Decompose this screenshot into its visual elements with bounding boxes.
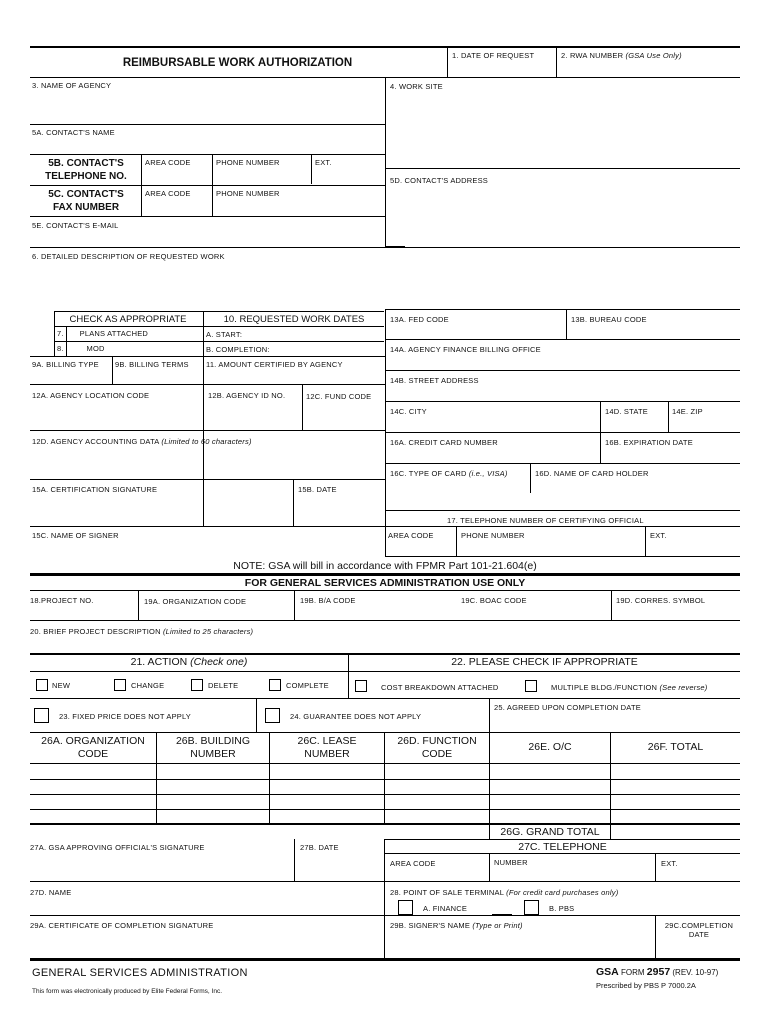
mod-label: 8. MOD bbox=[57, 344, 105, 353]
guarantee-label: 24. GUARANTEE DOES NOT APPLY bbox=[290, 712, 422, 721]
please-check-label: 22. PLEASE CHECK IF APPROPRIATE bbox=[451, 656, 638, 668]
finance-checkbox[interactable] bbox=[398, 900, 413, 915]
completion-date-label: B. COMPLETION: bbox=[206, 345, 270, 354]
contact-email-label: 5E. CONTACT'S E-MAIL bbox=[32, 221, 119, 230]
point-of-sale-label: 28. POINT OF SALE TERMINAL (For credit card purchases only) bbox=[390, 888, 619, 897]
total-header: 26F. TOTAL bbox=[647, 741, 704, 753]
type-of-card-label: 16C. TYPE OF CARD (i.e., VISA) bbox=[390, 469, 508, 478]
grand-total-label: 26G. GRAND TOTAL bbox=[500, 826, 600, 838]
finance-label: A. FINANCE bbox=[423, 904, 468, 913]
phone-number-label: PHONE NUMBER bbox=[216, 158, 280, 167]
certifying-phone-number-label: PHONE NUMBER bbox=[461, 531, 525, 540]
form-number: GSA FORM 2957 (REV. 10-97) bbox=[596, 966, 719, 978]
accounting-data-label: 12D. AGENCY ACCOUNTING DATA (Limited to 60 characters) bbox=[32, 437, 252, 446]
project-no-label: 18.PROJECT NO. bbox=[30, 596, 94, 605]
billing-terms-label: 9B. BILLING TERMS bbox=[115, 360, 189, 369]
building-number-header: 26B. BUILDING NUMBER bbox=[175, 735, 251, 760]
guarantee-checkbox[interactable] bbox=[265, 708, 280, 723]
completion-date-29c-label: 29C.COMPLETION DATE bbox=[664, 921, 734, 939]
fed-code-label: 13A. FED CODE bbox=[390, 315, 449, 324]
area-code-label: AREA CODE bbox=[145, 158, 191, 167]
change-label: CHANGE bbox=[131, 681, 165, 690]
contact-fax-label: 5C. CONTACT'S FAX NUMBER bbox=[48, 189, 124, 213]
agency-finance-billing-office-label: 14A. AGENCY FINANCE BILLING OFFICE bbox=[390, 345, 541, 354]
billing-note: NOTE: GSA will bill in accordance with FPMR Part 101-21.604(e) bbox=[233, 560, 537, 572]
city-label: 14C. CITY bbox=[390, 407, 427, 416]
lease-number-header: 26C. LEASE NUMBER bbox=[297, 735, 357, 760]
oc-header: 26E. O/C bbox=[528, 741, 572, 753]
fax-area-code-label: AREA CODE bbox=[145, 189, 191, 198]
fax-phone-number-label: PHONE NUMBER bbox=[216, 189, 280, 198]
produced-by-note: This form was electronically produced by Elite Federal Forms, Inc. bbox=[32, 988, 223, 995]
new-label: NEW bbox=[52, 681, 71, 690]
multiple-bldg-checkbox[interactable] bbox=[525, 680, 537, 692]
credit-card-number-label: 16A. CREDIT CARD NUMBER bbox=[390, 438, 498, 447]
fund-code-label: 12C. FUND CODE bbox=[306, 392, 372, 401]
certifying-ext-label: EXT. bbox=[650, 531, 667, 540]
start-date-label: A. START: bbox=[206, 330, 243, 339]
amount-certified-label: 11. AMOUNT CERTIFIED BY AGENCY bbox=[206, 360, 343, 369]
27c-area-code-label: AREA CODE bbox=[390, 859, 436, 868]
zip-label: 14E. ZIP bbox=[672, 407, 703, 416]
certification-date-label: 15B. DATE bbox=[298, 485, 337, 494]
agency-footer: GENERAL SERVICES ADMINISTRATION bbox=[32, 967, 248, 979]
certification-signature-label: 15A. CERTIFICATION SIGNATURE bbox=[32, 485, 158, 494]
cost-breakdown-label: COST BREAKDOWN ATTACHED bbox=[381, 683, 499, 692]
requested-work-dates-label: 10. REQUESTED WORK DATES bbox=[223, 314, 365, 325]
approving-date-label: 27B. DATE bbox=[300, 843, 339, 852]
plans-attached-label: 7. PLANS ATTACHED bbox=[57, 329, 149, 338]
pbs-checkbox[interactable] bbox=[524, 900, 539, 915]
fixed-price-checkbox[interactable] bbox=[34, 708, 49, 723]
check-as-appropriate-label: CHECK AS APPROPRIATE bbox=[69, 314, 187, 325]
agency-location-code-label: 12A. AGENCY LOCATION CODE bbox=[32, 391, 150, 400]
state-label: 14D. STATE bbox=[605, 407, 648, 416]
change-checkbox[interactable] bbox=[114, 679, 126, 691]
complete-checkbox[interactable] bbox=[269, 679, 281, 691]
ba-code-label: 19B. B/A CODE bbox=[300, 596, 356, 605]
27c-number-label: NUMBER bbox=[494, 858, 528, 867]
agency-name-label: 3. NAME OF AGENCY bbox=[32, 81, 112, 90]
date-of-request-label: 1. DATE OF REQUEST bbox=[452, 51, 535, 60]
agreed-completion-date-label: 25. AGREED UPON COMPLETION DATE bbox=[494, 703, 641, 712]
boac-code-label: 19C. BOAC CODE bbox=[461, 596, 527, 605]
complete-label: COMPLETE bbox=[286, 681, 329, 690]
street-address-label: 14B. STREET ADDRESS bbox=[390, 376, 479, 385]
org-code-header: 26A. ORGANIZATION CODE bbox=[41, 735, 145, 760]
pbs-label: B. PBS bbox=[549, 904, 575, 913]
delete-checkbox[interactable] bbox=[191, 679, 203, 691]
name-27d-label: 27D. NAME bbox=[30, 888, 72, 897]
completion-signature-label: 29A. CERTIFICATE OF COMPLETION SIGNATURE bbox=[30, 921, 214, 930]
work-site-label: 4. WORK SITE bbox=[390, 82, 443, 91]
rwa-number-label: 2. RWA NUMBER (GSA Use Only) bbox=[561, 51, 682, 60]
corres-symbol-label: 19D. CORRES. SYMBOL bbox=[616, 596, 706, 605]
telephone-27c-label: 27C. TELEPHONE bbox=[518, 841, 607, 853]
form-title: REIMBURSABLE WORK AUTHORIZATION bbox=[122, 57, 353, 69]
function-code-header: 26D. FUNCTION CODE bbox=[397, 735, 477, 760]
bureau-code-label: 13B. BUREAU CODE bbox=[571, 315, 647, 324]
ext-label: EXT. bbox=[315, 158, 332, 167]
work-description-label: 6. DETAILED DESCRIPTION OF REQUESTED WORK bbox=[32, 252, 225, 261]
organization-code-label: 19A. ORGANIZATION CODE bbox=[144, 597, 247, 606]
contact-address-label: 5D. CONTACT'S ADDRESS bbox=[390, 176, 489, 185]
contact-name-label: 5A. CONTACT'S NAME bbox=[32, 128, 115, 137]
delete-label: DELETE bbox=[208, 681, 239, 690]
new-checkbox[interactable] bbox=[36, 679, 48, 691]
27c-ext-label: EXT. bbox=[661, 859, 678, 868]
signers-name-label: 29B. SIGNER'S NAME (Type or Print) bbox=[390, 921, 523, 930]
fixed-price-label: 23. FIXED PRICE DOES NOT APPLY bbox=[59, 712, 192, 721]
cost-breakdown-checkbox[interactable] bbox=[355, 680, 367, 692]
expiration-date-label: 16B. EXPIRATION DATE bbox=[605, 438, 693, 447]
certifying-area-code-label: AREA CODE bbox=[388, 531, 434, 540]
brief-description-label: 20. BRIEF PROJECT DESCRIPTION (Limited to 25 characters) bbox=[30, 627, 254, 636]
contact-telephone-label: 5B. CONTACT'S TELEPHONE NO. bbox=[45, 158, 127, 182]
billing-type-label: 9A. BILLING TYPE bbox=[32, 360, 99, 369]
agency-id-label: 12B. AGENCY ID NO. bbox=[208, 391, 286, 400]
certifying-official-phone-label: 17. TELEPHONE NUMBER OF CERTIFYING OFFICIAL bbox=[447, 516, 644, 525]
signer-name-label: 15C. NAME OF SIGNER bbox=[32, 531, 119, 540]
approving-signature-label: 27A. GSA APPROVING OFFICIAL'S SIGNATURE bbox=[30, 843, 205, 852]
card-holder-name-label: 16D. NAME OF CARD HOLDER bbox=[535, 469, 649, 478]
multiple-bldg-label: MULTIPLE BLDG./FUNCTION (See reverse) bbox=[551, 683, 708, 692]
gsa-use-only-header: FOR GENERAL SERVICES ADMINISTRATION USE ONLY bbox=[244, 577, 526, 589]
prescribed-by: Prescribed by PBS P 7000.2A bbox=[596, 981, 696, 990]
action-label: 21. ACTION (Check one) bbox=[130, 656, 248, 668]
